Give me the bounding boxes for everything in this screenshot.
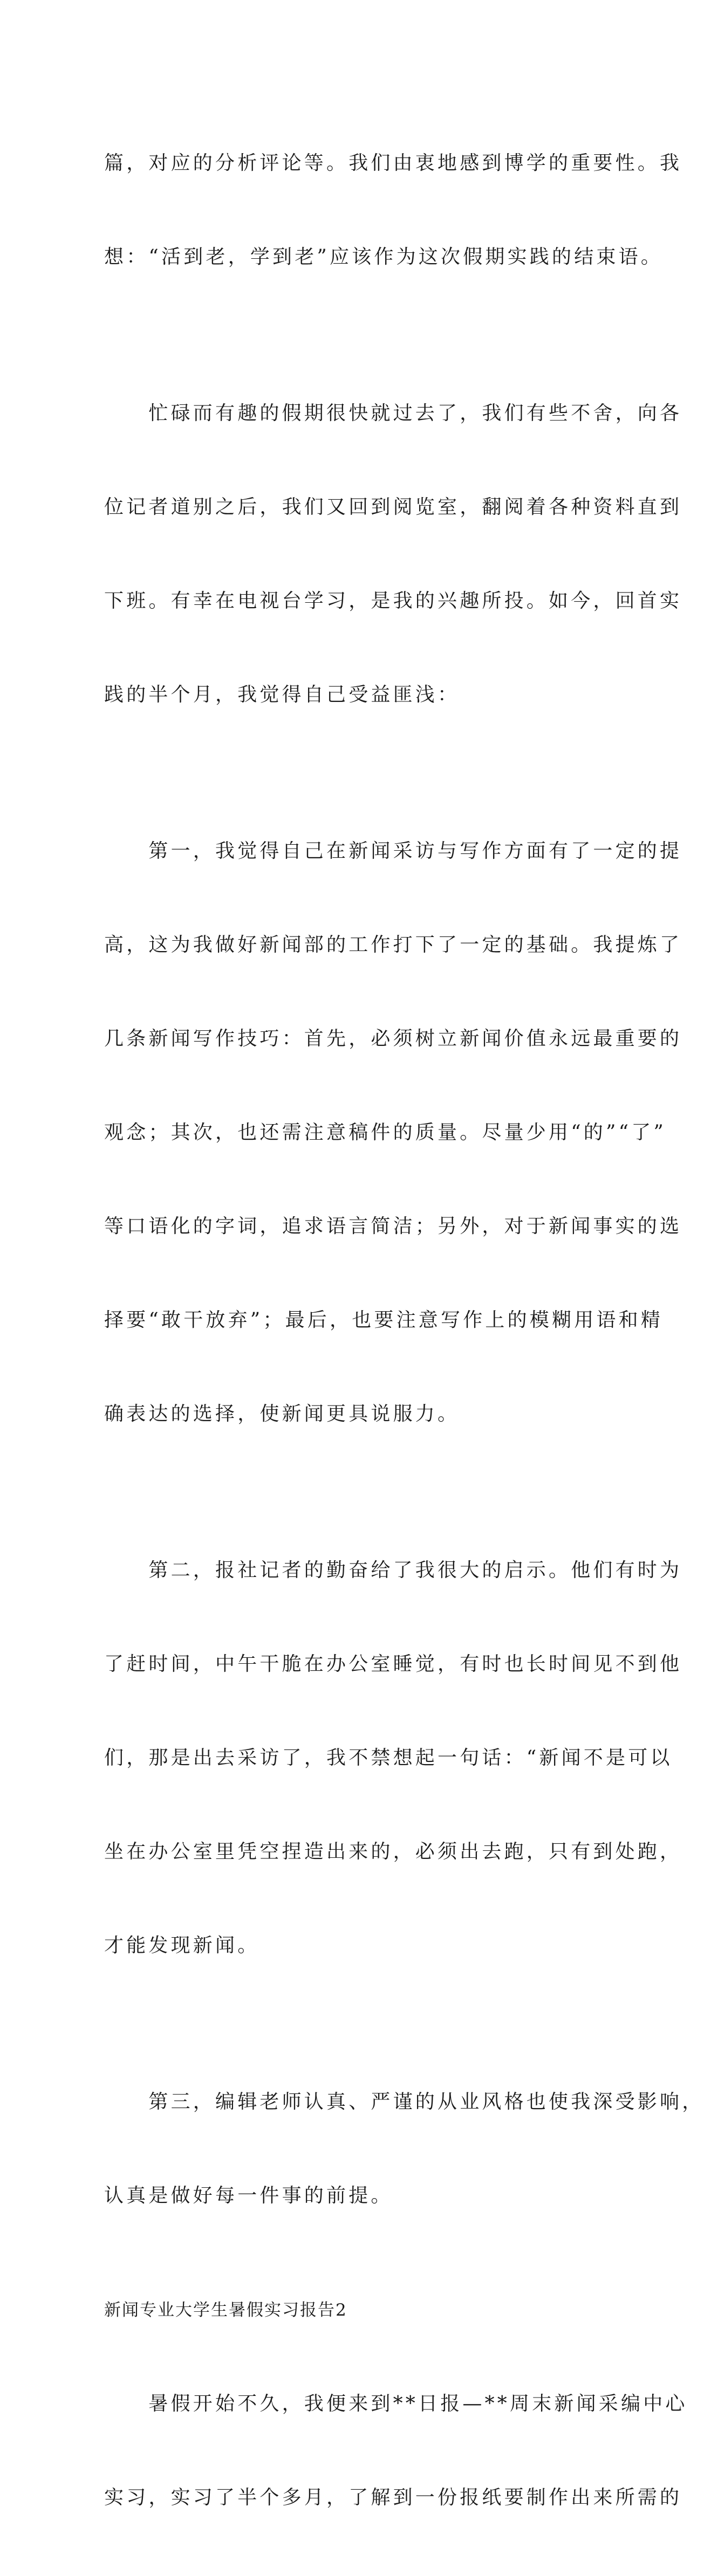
text-line: 践的半个月，我觉得自己受益匪浅：	[104, 684, 460, 706]
text-line: 暑假开始不久，我便来到**日报—**周末新闻采编中心	[104, 2393, 688, 2415]
text-line: 才能发现新闻。	[104, 1934, 260, 1957]
text-line: 认真是做好每一件事的前提。	[104, 2185, 393, 2207]
text-line: 第一，我觉得自己在新闻采访与写作方面有了一定的提	[104, 840, 682, 862]
paragraph	[104, 85, 682, 335]
text-line: 篇，对应的分析评论等。我们由衷地感到博学的重要性。我	[104, 152, 682, 174]
document-body	[104, 85, 704, 2576]
text-line: 择要“敢干放弃”；最后，也要注意写作上的模糊用语和精	[104, 1309, 664, 1331]
text-line: 忙碌而有趣的假期很快就过去了，我们有些不舍，向各	[104, 402, 682, 424]
text-line: 们，那是出去采访了，我不禁想起一句话：“新闻不是可以	[104, 1747, 673, 1769]
paragraph	[104, 1492, 682, 2024]
text-line: 几条新闻写作技巧：首先，必须树立新闻价值永远最重要的	[104, 1028, 682, 1050]
text-line: 观念；其次，也还需注意稿件的质量。尽量少用“的”“了”	[104, 1121, 667, 1144]
section-heading: 新闻专业大学生暑假实习报告2	[104, 2301, 347, 2320]
text-line: 想：“活到老，学到老”应该作为这次假期实践的结束语。	[104, 246, 664, 268]
paragraph	[104, 335, 682, 773]
text-line: 确表达的选择，使新闻更具说服力。	[104, 1403, 460, 1425]
text-line: 位记者道别之后，我们又回到阅览室，翻阅着各种资料直到	[104, 496, 682, 518]
paragraph	[104, 2024, 704, 2274]
text-line: 下班。有幸在电视台学习，是我的兴趣所投。如今，回首实	[104, 590, 682, 612]
paragraph	[104, 2326, 688, 2576]
text-line: 了赶时间，中午干脆在办公室睡觉，有时也长时间见不到他	[104, 1653, 682, 1675]
text-line: 第二，报社记者的勤奋给了我很大的启示。他们有时为	[104, 1559, 682, 1581]
text-line: 实习，实习了半个多月，了解到一份报纸要制作出来所需的	[104, 2487, 682, 2509]
paragraph	[104, 773, 682, 1492]
text-line: 高，这为我做好新闻部的工作打下了一定的基础。我提炼了	[104, 934, 682, 956]
text-line: 等口语化的字词，追求语言简洁；另外，对于新闻事实的选	[104, 1215, 682, 1237]
text-line: 坐在办公室里凭空捏造出来的，必须出去跑，只有到处跑，	[104, 1841, 682, 1863]
text-line: 第三，编辑老师认真、严谨的从业风格也使我深受影响，	[104, 2091, 704, 2113]
